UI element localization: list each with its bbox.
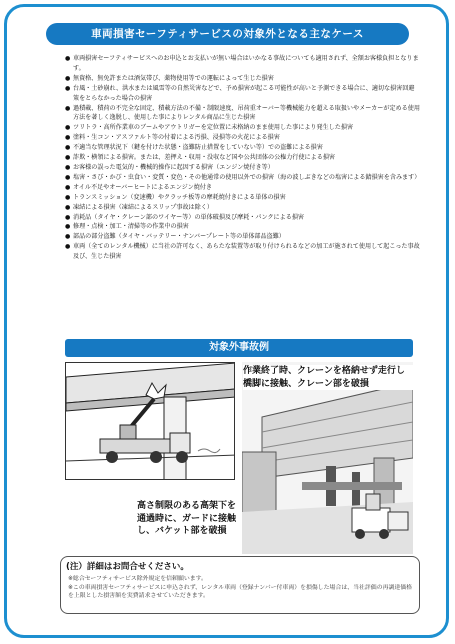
bullet-icon: ● <box>65 163 71 171</box>
crane-truck-illustration <box>65 362 235 480</box>
exclusion-case-text: 塗料・生コン・アスファルト等の付着による汚損、浸損等の火花による損害 <box>73 134 280 142</box>
exclusion-case-text: 不適当な管理状況下（鍵を付けた状態・盗難防止措置をしていない等）での盗難による損害 <box>73 144 323 152</box>
bullet-icon: ● <box>65 104 71 112</box>
exclusion-case-item <box>65 153 420 163</box>
note-box <box>60 556 420 614</box>
exclusion-case-item <box>65 173 420 183</box>
exclusion-case-text: 台風・土砂崩れ、洪水または風雪等の自然災害などで、予め損害が起こる可能性が高いと予測できる場合に、適切な損害回避策をとらなかった場合の損害 <box>73 84 415 102</box>
exclusion-case-text: 車両（全てのレンタル機械）に当社の許可なく、あらたな装置等が取り付けられるなどの加工が施されて使用して起こった事故及び、生じた損害 <box>73 243 420 261</box>
exclusion-case-text: 過積載、積荷の不完全な固定、積載方法の不備・制限速度、吊荷重オーバー等機械能力を超える取扱いやメーカーが定める使用方法を著しく逸脱し、使用した事によりレンタル商品に生じた損害 <box>73 104 420 122</box>
example1-caption: 作業終了時、クレーンを格納せず走行し橋脚に接触、クレーン部を破損 <box>243 365 413 390</box>
bullet-icon: ● <box>65 213 71 221</box>
bullet-icon: ● <box>65 243 71 251</box>
exclusion-case-item <box>65 222 420 232</box>
exclusion-case-item <box>65 203 420 213</box>
bullet-icon: ● <box>65 233 71 241</box>
bullet-icon: ● <box>65 193 71 201</box>
bullet-icon: ● <box>65 74 71 82</box>
note-line: ※総合セーフティサービス除外規定を信頼願います。 <box>68 576 207 582</box>
exclusion-case-text: 部品の部分盗難（タイヤ・バッテリー・ナンバープレート等の単体部品盗難） <box>73 233 285 241</box>
exclusion-case-item <box>65 242 420 262</box>
examples-heading: 対象外事故例 <box>65 339 413 357</box>
exclusion-case-text: 無資格、無免許または酒気帯び、薬物使用等での運転によって生じた損害 <box>73 74 274 82</box>
bullet-icon: ● <box>65 223 71 231</box>
bullet-icon: ● <box>65 154 71 162</box>
bullet-icon: ● <box>65 84 71 92</box>
exclusion-case-item <box>65 163 420 173</box>
bullet-icon: ● <box>65 134 71 142</box>
bullet-icon: ● <box>65 55 71 62</box>
bullet-icon: ● <box>65 183 71 191</box>
exclusion-case-text: 詐欺・横領による損害。または、差押え・収用・没収など国や公共団体の公権力行使による損害 <box>73 154 336 162</box>
exclusion-case-item <box>65 232 420 242</box>
exclusion-case-item <box>65 104 420 124</box>
exclusion-case-item <box>65 213 420 223</box>
exclusion-case-item <box>65 84 420 104</box>
exclusion-case-item <box>65 183 420 193</box>
exclusion-case-text: 車両損害セーフティサービスへのお申込とお支払いが無い場合はいかなる事故についても適用されず、全額お客様負担となります。 <box>73 55 419 72</box>
note-line: ※この車両損害セーフティサービスに申込されず、レンタル車両（登録ナンバー付車両）を損傷した場合は、当社評価の再調達価格を上限とした損害額を実費請求させていただきます。 <box>68 585 413 599</box>
bullet-icon: ● <box>65 124 71 132</box>
exclusion-case-list <box>65 54 420 262</box>
page-title: 車両損害セーフティサービスの対象外となる主なケース <box>46 23 409 45</box>
accident-examples <box>65 362 413 554</box>
example2-caption: 高さ制限のある高架下を通過時に、ガードに接触し、バケット部を破損 <box>137 501 237 536</box>
exclusion-case-item <box>65 193 420 203</box>
exclusion-case-text: トランスミッション（変速機）やクラッチ板等の摩耗焼付きによる単体の損害 <box>73 193 286 201</box>
exclusion-case-text: 修理・点検・加工・清掃等の作業中の損害 <box>73 223 189 231</box>
exclusion-case-text: オイル不足やオーバーヒートによるエンジン焼付き <box>73 183 212 191</box>
bullet-icon: ● <box>65 173 71 181</box>
exclusion-case-item <box>65 54 420 74</box>
exclusion-case-text: 塩害・さび・かび・虫食い・変質・変色・その他通常の使用以外での損害（海の波しぶきなどの塩害による錆損害を含みます） <box>73 173 421 181</box>
exclusion-case-item <box>65 133 420 143</box>
exclusion-case-text: お客様の誤った電気的・機械的操作に起因する損害（エンジン焼付き等） <box>73 163 274 171</box>
bullet-icon: ● <box>65 203 71 211</box>
exclusion-case-item <box>65 123 420 133</box>
bullet-icon: ● <box>65 144 71 152</box>
exclusion-case-text: 消耗品（タイヤ・クレーン部のワイヤー等）の単体破損及び摩耗・パンクによる損害 <box>73 213 305 221</box>
exclusion-case-item <box>65 74 420 84</box>
exclusion-case-text: ツリトラ・高所作業車のブームやアウトリガーを定位置に未格納のまま使用した事により発生した損害 <box>73 124 354 132</box>
overpass-photo <box>242 362 413 554</box>
exclusion-case-text: 凍結による損害（凍結によるスリップ事故は除く） <box>73 203 213 211</box>
note-title: (注）詳細はお問合せください。 <box>66 562 189 572</box>
exclusion-case-item <box>65 143 420 153</box>
